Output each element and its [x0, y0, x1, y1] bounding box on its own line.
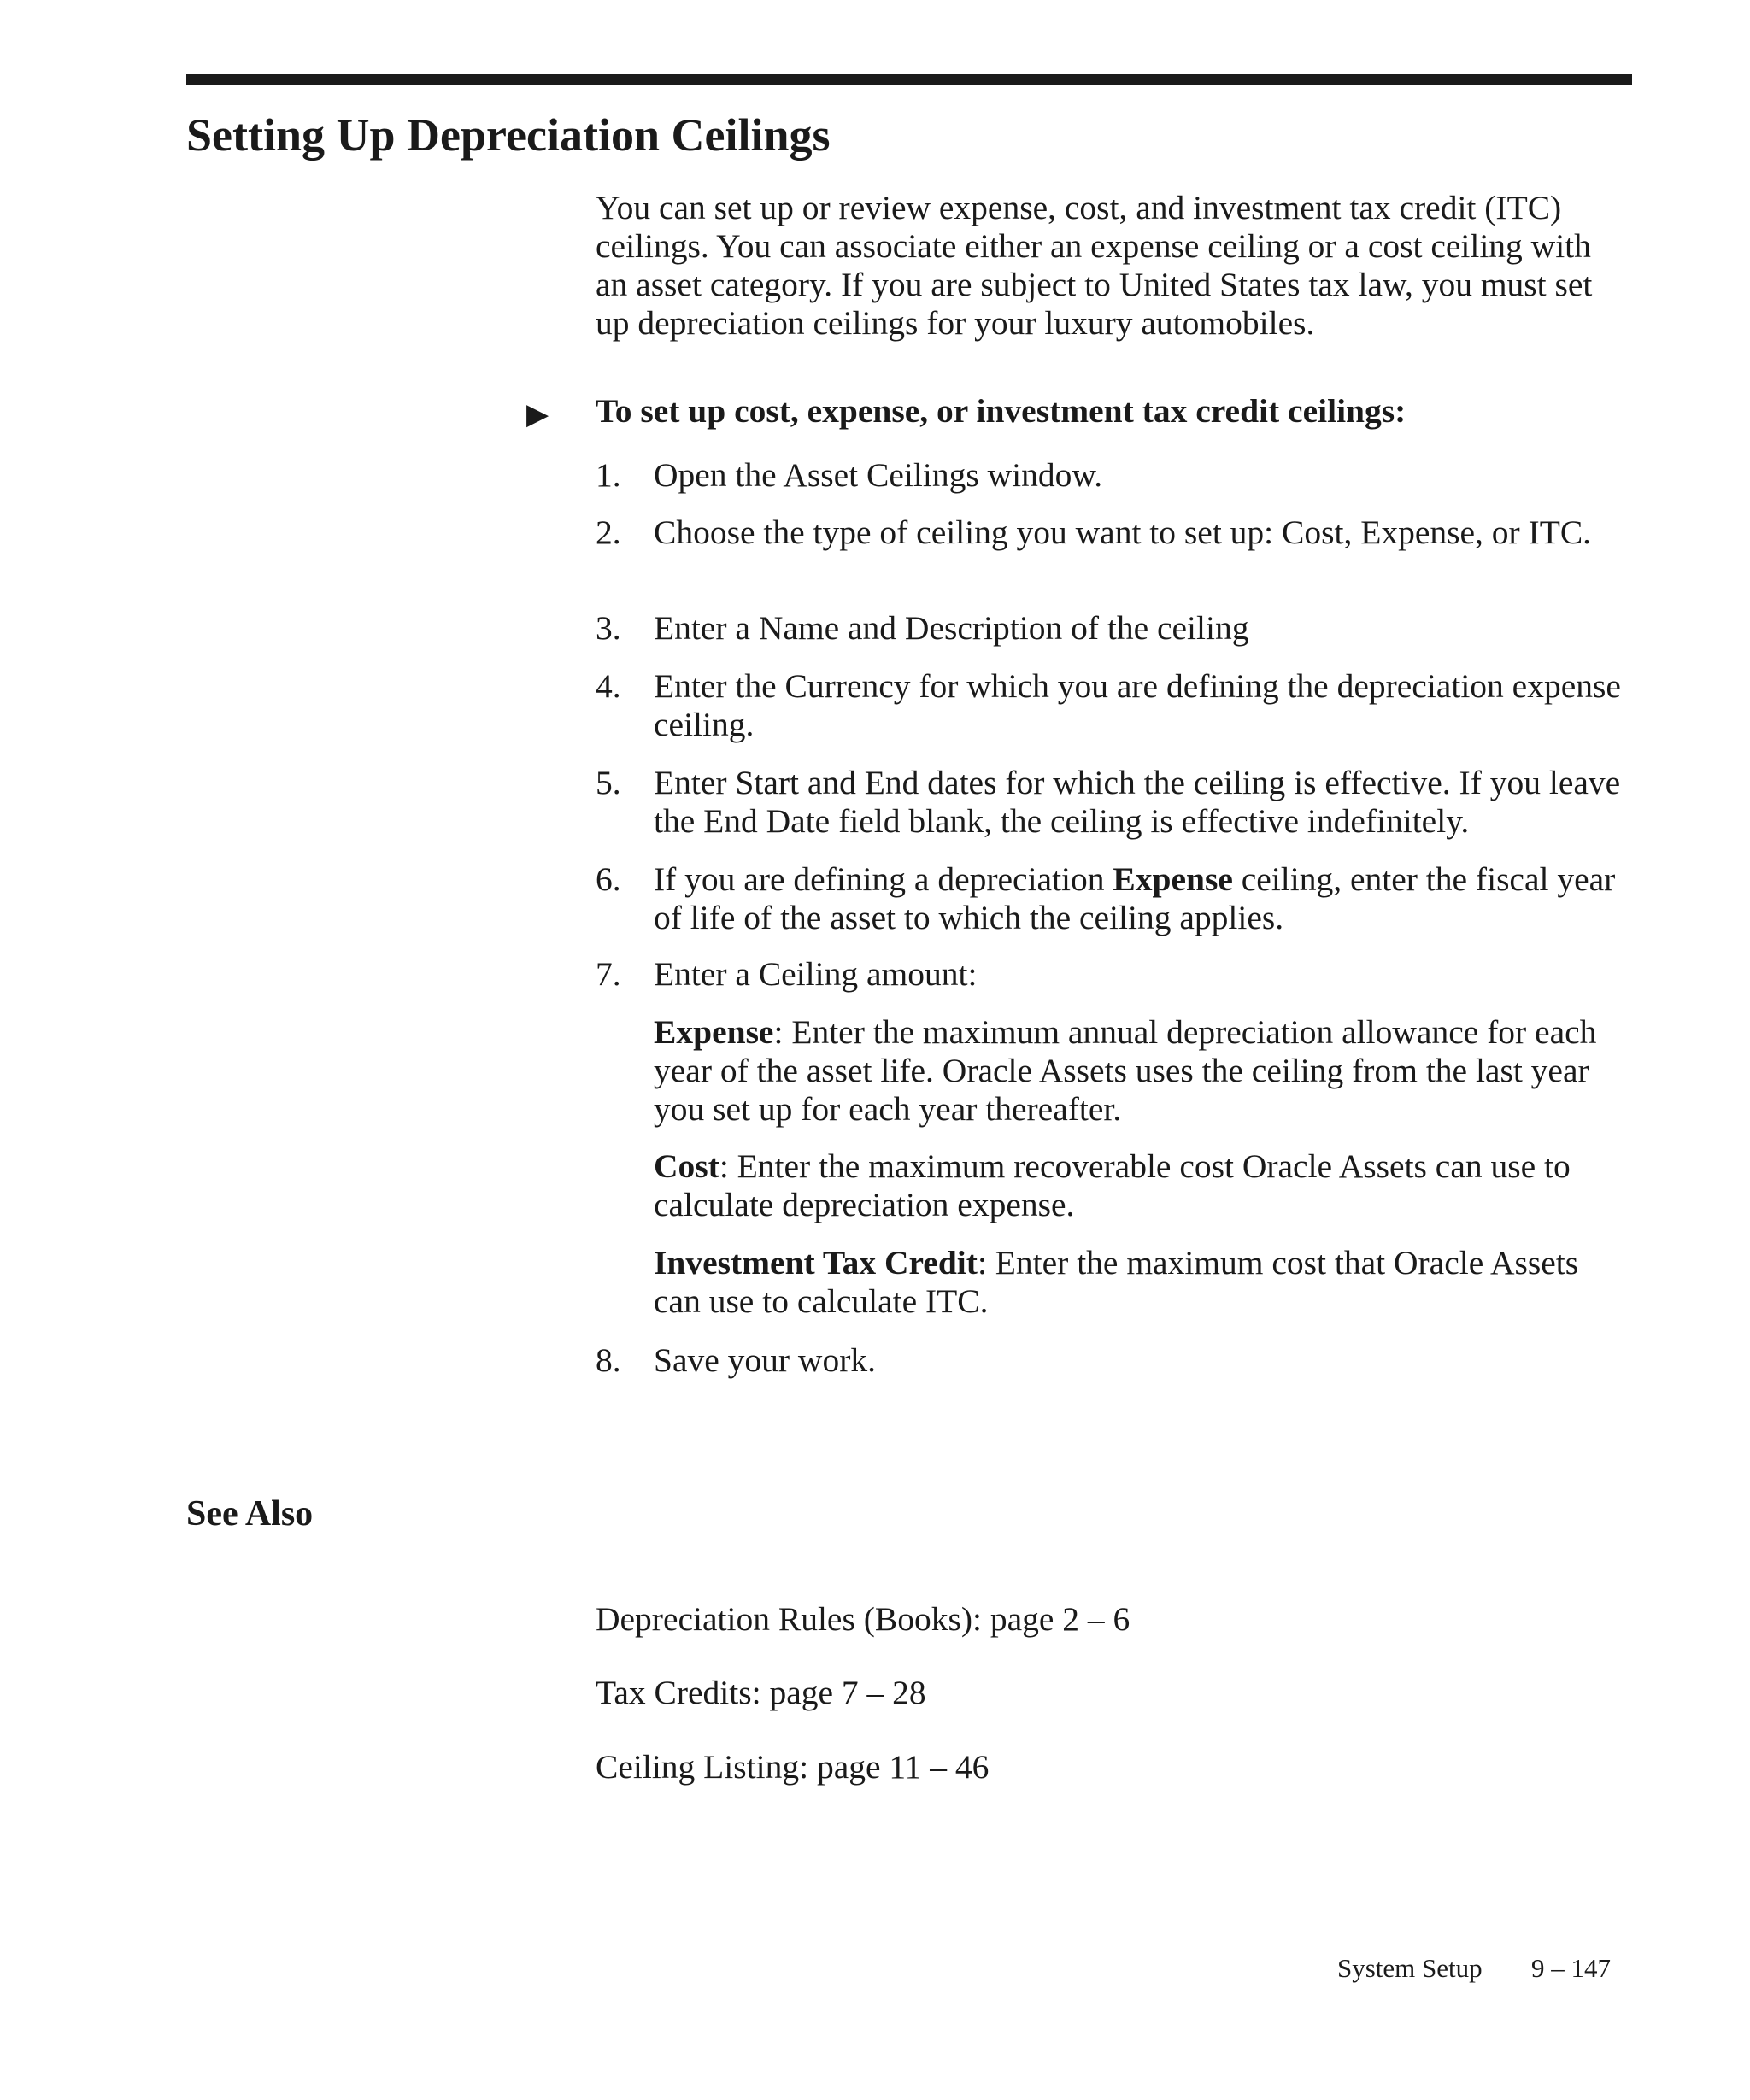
footer-page-number: 9 – 147: [1531, 1953, 1611, 1983]
step-text: Open the Asset Ceilings window.: [654, 456, 1103, 494]
ceiling-type-description: : Enter the maximum cost that Oracle Assets can use to calculate ITC.: [654, 1244, 1579, 1320]
ceiling-type-cost: [654, 1147, 1630, 1224]
see-also-link-ceiling-listing[interactable]: Ceiling Listing: page 11 – 46: [596, 1748, 990, 1786]
step-number: 5.: [596, 764, 621, 801]
step-text: [654, 860, 1630, 937]
see-also-link-depreciation-rules[interactable]: Depreciation Rules (Books): page 2 – 6: [596, 1600, 1130, 1638]
step-text: Enter a Name and Description of the ceiling: [654, 609, 1249, 647]
ceiling-type-term: Investment Tax Credit: [654, 1244, 978, 1282]
step-text-before: If you are defining a depreciation: [654, 860, 1113, 898]
ceiling-type-term: Cost: [654, 1147, 719, 1185]
step-text: Choose the type of ceiling you want to set up: Cost, Expense, or ITC.: [654, 513, 1592, 551]
ceiling-type-expense: [654, 1013, 1630, 1129]
procedure-arrow-icon: ▶: [526, 399, 549, 431]
step-text: Enter the Currency for which you are defining the depreciation expense ceiling.: [654, 667, 1621, 743]
footer-section-name: System Setup: [1337, 1953, 1483, 1983]
see-also-heading: See Also: [186, 1494, 314, 1534]
step-number: 6.: [596, 860, 621, 898]
step-number: 3.: [596, 609, 621, 647]
page-title: Setting Up Depreciation Ceilings: [186, 109, 831, 161]
ceiling-type-itc: [654, 1244, 1630, 1321]
step-text: Enter Start and End dates for which the ceiling is effective. If you leave the End Date field blank, the ceiling is effective indefinitely.: [654, 764, 1621, 840]
ceiling-type-description: : Enter the maximum recoverable cost Oracle Assets can use to calculate depreciation expense.: [654, 1147, 1571, 1223]
ceiling-type-term: Expense: [654, 1013, 774, 1051]
step-text: Save your work.: [654, 1341, 876, 1379]
step-number: 1.: [596, 456, 621, 494]
step-number: 8.: [596, 1341, 621, 1379]
step-text-emphasis: Expense: [1113, 860, 1233, 898]
step-text-after: ceiling, enter the fiscal year of life of the asset to which the ceiling applies.: [654, 860, 1616, 936]
step-number: 2.: [596, 513, 621, 551]
step-text: Enter a Ceiling amount:: [654, 955, 978, 993]
see-also-link-tax-credits[interactable]: Tax Credits: page 7 – 28: [596, 1674, 926, 1711]
intro-paragraph: You can set up or review expense, cost, and investment tax credit (ITC) ceilings. You can associate either an expense ceiling or a cost ceiling with an asset category. If you are subject to United States tax law, you must set up depreciation ceilings for your luxury automobiles.: [596, 189, 1593, 342]
procedure-heading: To set up cost, expense, or investment tax credit ceilings:: [596, 392, 1406, 430]
ceiling-type-description: : Enter the maximum annual depreciation allowance for each year of the asset life. Oracle Assets uses the ceiling from the last year you set up for each year thereafter.: [654, 1013, 1597, 1128]
step-number: 4.: [596, 667, 621, 705]
step-number: 7.: [596, 955, 621, 993]
top-rule: [186, 74, 1632, 85]
